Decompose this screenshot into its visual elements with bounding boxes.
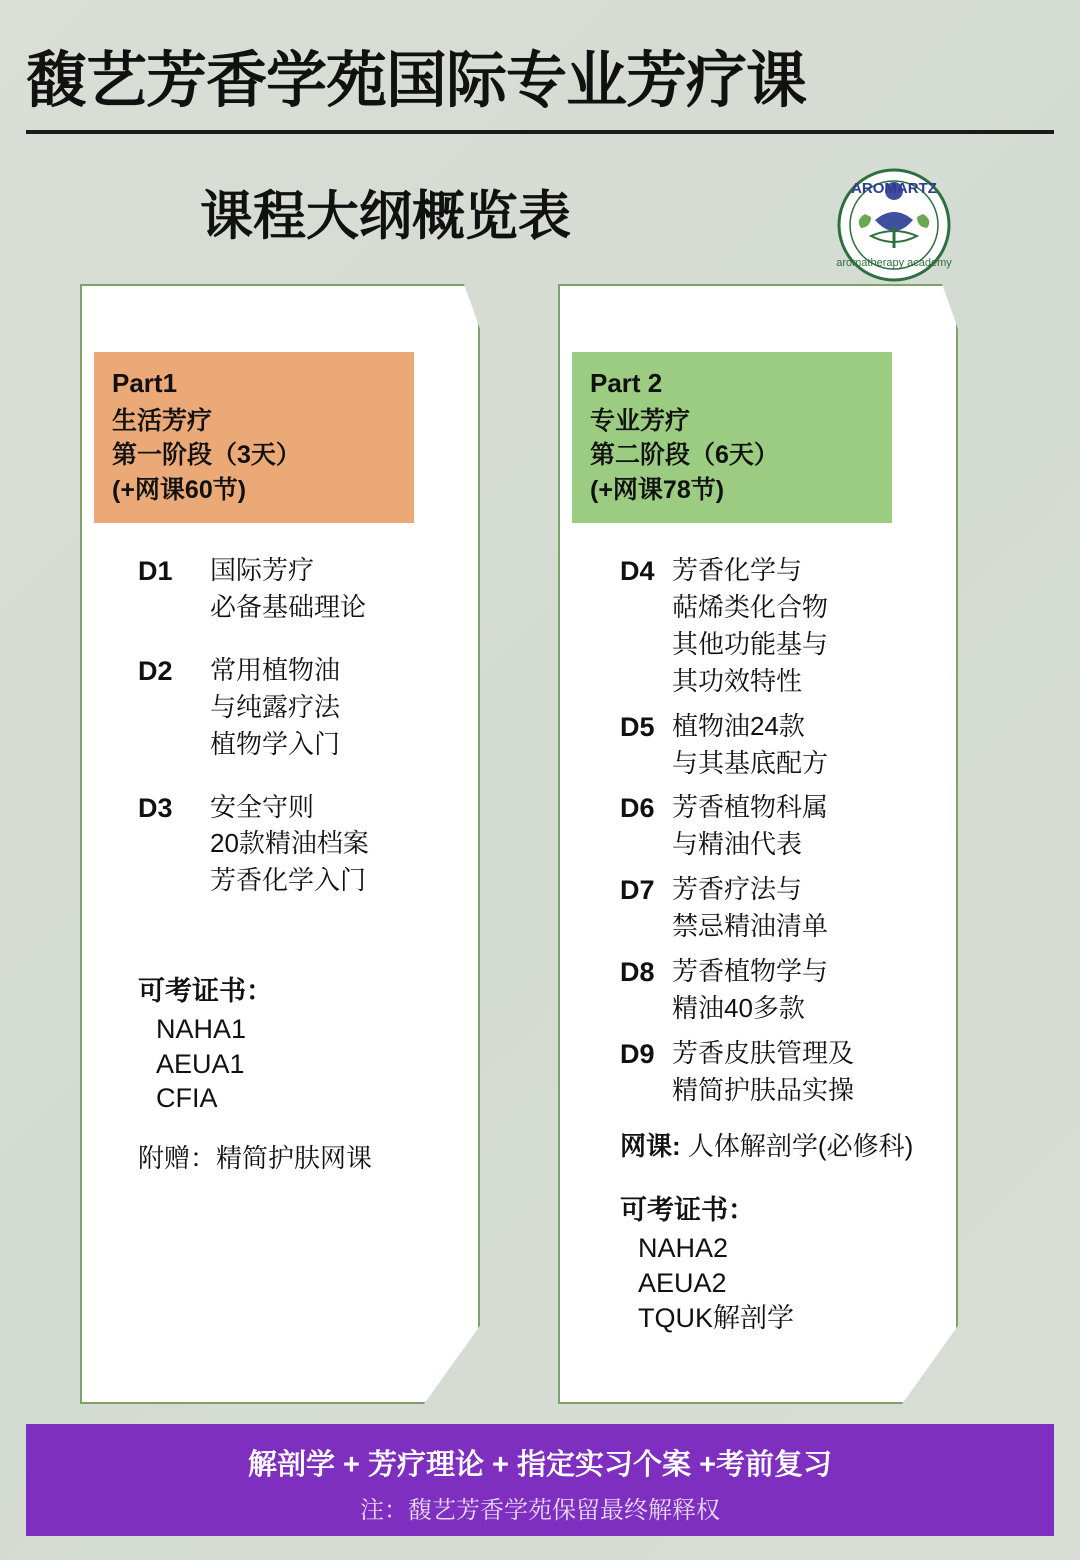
spacer bbox=[620, 1162, 944, 1188]
footer-banner bbox=[26, 1424, 1054, 1536]
cert-item: NAHA1 bbox=[156, 1014, 247, 1045]
part2-stage: 第二阶段（6天） bbox=[590, 441, 779, 470]
day-code: D6 bbox=[620, 793, 655, 824]
day-line: 芳香植物科属 bbox=[672, 792, 829, 823]
cert-item: AEUA1 bbox=[156, 1048, 245, 1079]
day-line: 植物油24款 bbox=[672, 710, 805, 741]
cert-item: TQUK解剖学 bbox=[638, 1302, 795, 1333]
part2-body bbox=[558, 552, 958, 1335]
day-code: D5 bbox=[620, 711, 655, 742]
part2-header bbox=[572, 352, 892, 523]
day-line: 与其基底配方 bbox=[672, 747, 829, 778]
part2-name: 专业芳疗 bbox=[590, 406, 691, 435]
title-underline bbox=[26, 130, 1054, 134]
part2-online: (+网课78节) bbox=[590, 475, 725, 504]
spacer bbox=[138, 1116, 466, 1142]
day-row bbox=[138, 652, 466, 763]
part2-label: Part 2 bbox=[590, 368, 663, 398]
part2-column bbox=[558, 284, 958, 1404]
day-line: 国际芳疗 bbox=[210, 555, 315, 585]
footer-note-text: 注：馥艺芳香学苑保留最终解释权 bbox=[360, 1497, 720, 1524]
day-code: D7 bbox=[620, 875, 655, 906]
cert-item: AEUA2 bbox=[638, 1267, 727, 1298]
day-code: D1 bbox=[138, 556, 173, 586]
day-content bbox=[210, 789, 369, 900]
day-line: 精简护肤品实操 bbox=[672, 1074, 855, 1105]
day-content bbox=[672, 708, 828, 782]
day-line: 芳香疗法与 bbox=[672, 874, 803, 905]
part1-online: (+网课60节) bbox=[112, 475, 247, 504]
day-content bbox=[672, 871, 828, 945]
part2-online-course bbox=[620, 1131, 944, 1163]
part1-stage: 第一阶段（3天） bbox=[112, 441, 301, 470]
part1-cert-title: 可考证书： bbox=[138, 976, 273, 1007]
cert-item: NAHA2 bbox=[638, 1233, 729, 1264]
day-content bbox=[210, 552, 366, 626]
page-title: 馥艺芳香学苑国际专业芳疗课 bbox=[26, 46, 807, 114]
day-row bbox=[620, 953, 944, 1027]
day-line: 植物学入门 bbox=[210, 728, 341, 759]
day-line: 与精油代表 bbox=[672, 829, 803, 860]
day-row bbox=[620, 789, 944, 863]
part1-body bbox=[80, 552, 480, 1176]
day-line: 芳香化学与 bbox=[672, 555, 803, 585]
day-line: 其功效特性 bbox=[672, 665, 803, 696]
part1-column bbox=[80, 284, 480, 1404]
day-line: 芳香化学入门 bbox=[210, 865, 367, 896]
day-code: D2 bbox=[138, 655, 173, 686]
day-row bbox=[620, 871, 944, 945]
day-line: 芳香植物学与 bbox=[672, 956, 829, 987]
day-line: 萜烯类化合物 bbox=[672, 591, 829, 622]
day-line: 常用植物油 bbox=[210, 654, 341, 685]
part1-header bbox=[94, 352, 414, 523]
day-row bbox=[620, 708, 944, 782]
day-row bbox=[138, 552, 466, 626]
day-row bbox=[620, 1035, 944, 1109]
online-course-text: 人体解剖学(必修科) bbox=[687, 1130, 914, 1161]
part2-cert-title: 可考证书： bbox=[620, 1195, 755, 1226]
day-line: 禁忌精油清单 bbox=[672, 911, 829, 942]
logo-tagline-text: aromatherapy academy bbox=[836, 257, 952, 269]
day-content bbox=[210, 652, 340, 763]
day-content bbox=[672, 1035, 854, 1109]
day-line: 必备基础理论 bbox=[210, 591, 367, 622]
day-code: D3 bbox=[138, 792, 173, 823]
online-course-label: 网课: bbox=[620, 1130, 681, 1161]
day-code: D4 bbox=[620, 556, 655, 586]
aromartz-logo bbox=[805, 166, 983, 284]
day-code: D8 bbox=[620, 957, 655, 988]
day-line: 安全守则 bbox=[210, 791, 315, 822]
day-row bbox=[620, 552, 944, 700]
cert-item: CFIA bbox=[156, 1083, 218, 1114]
day-line: 精油40多款 bbox=[672, 992, 805, 1023]
spacer bbox=[138, 925, 466, 969]
part1-label: Part1 bbox=[112, 368, 178, 398]
day-line: 与纯露疗法 bbox=[210, 691, 341, 722]
day-line: 20款精油档案 bbox=[210, 828, 369, 859]
day-line: 芳香皮肤管理及 bbox=[672, 1037, 855, 1068]
spacer bbox=[620, 1117, 944, 1131]
day-line: 其他功能基与 bbox=[672, 628, 829, 659]
day-row bbox=[138, 789, 466, 900]
page-subtitle: 课程大纲概览表 bbox=[200, 187, 571, 246]
part1-extra-note: 附赠：精简护肤网课 bbox=[138, 1142, 373, 1173]
logo-brand-text: AROMARTZ bbox=[851, 180, 937, 197]
day-content bbox=[672, 552, 828, 700]
day-content bbox=[672, 789, 828, 863]
footer-main-text: 解剖学 + 芳疗理论 + 指定实习个案 +考前复习 bbox=[247, 1449, 833, 1481]
day-code: D9 bbox=[620, 1038, 655, 1069]
part1-name: 生活芳疗 bbox=[112, 406, 213, 435]
day-content bbox=[672, 953, 828, 1027]
